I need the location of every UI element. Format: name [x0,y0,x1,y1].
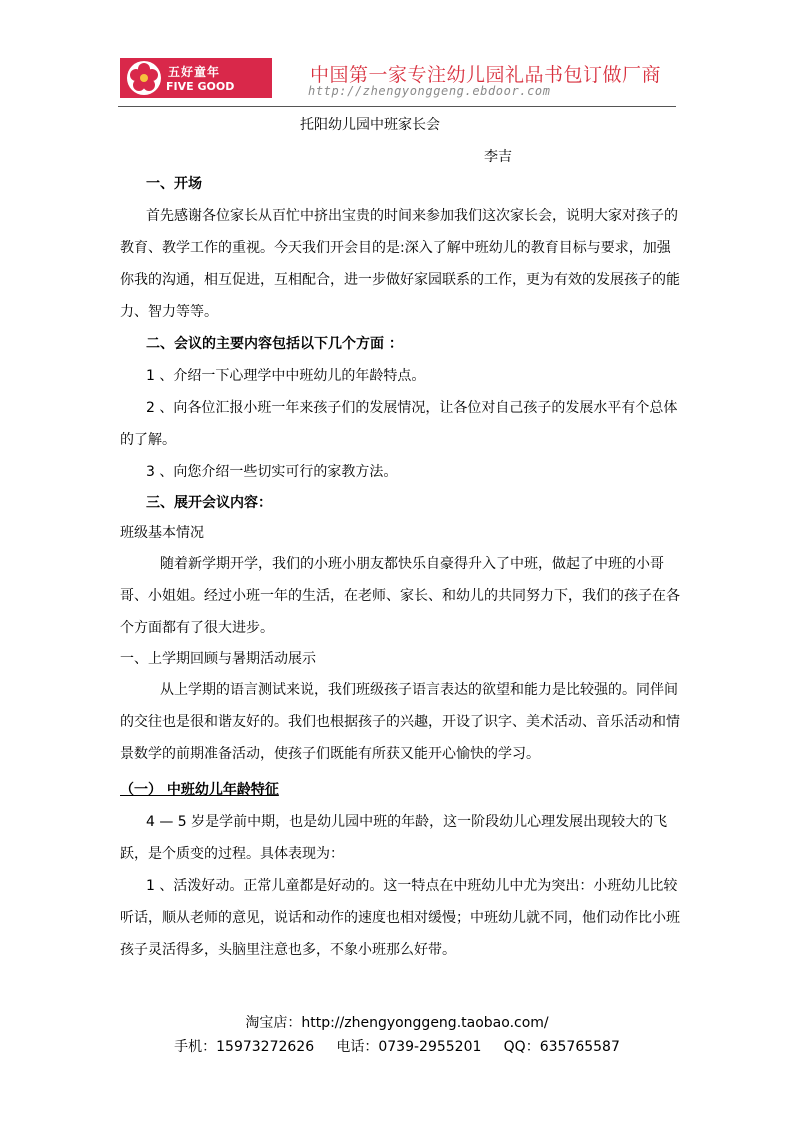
logo-chinese-text: 五好童年 [168,65,221,79]
section-heading-meeting: 三、展开会议内容： [146,495,272,511]
contents-item-3: 3 、向您介绍一些切实可行的家教方法。 [146,464,398,480]
age-features-item-1: 1 、活泼好动。正常儿童都是好动的。这一特点在中班幼儿中尤为突出：小班幼儿比较听话，顺从老师的意见，说话和动作的速度也相对缓慢；中班幼儿就不同，他们动作比小班孩子灵活得多，头脑里注意也多，不象小班那么好带。 [120,878,680,958]
contents-item-1: 1 、介绍一下心理学中中班幼儿的年龄特点。 [146,368,426,384]
page-header [118,54,678,106]
footer-contact: 手机：15973272626 电话：0739-2955201 QQ：635765587 [174,1039,620,1055]
class-info-heading: 班级基本情况 [120,525,204,541]
brand-logo [120,58,272,98]
class-info-paragraph: 随着新学期开学，我们的小班小朋友都快乐自豪得升入了中班，做起了中班的小哥哥、小姐姐。经过小班一年的生活，在老师、家长、和幼儿的共同努力下，我们的孩子在各个方面都有了很大进步。 [120,556,680,636]
logo-english-text: FIVE GOOD [166,80,235,93]
document-body [120,114,680,966]
review-paragraph: 从上学期的语言测试来说，我们班级孩子语言表达的欲望和能力是比较强的。同伴间的交往也是很和谐友好的。我们也根据孩子的兴趣，开设了识字、美术活动、音乐活动和情景数学的前期准备活动，使孩子们既能有所获又能开心愉快的学习。 [120,682,680,762]
review-heading: 一、上学期回顾与暑期活动展示 [120,651,316,667]
footer-shop-link[interactable]: 淘宝店：http://zhengyonggeng.taobao.com/ [245,1015,549,1031]
header-divider [118,106,676,107]
section-heading-contents: 二、会议的主要内容包括以下几个方面 ： [146,336,403,352]
header-url[interactable]: http://zhengyonggeng.ebdoor.com [308,84,551,98]
age-features-heading: （一） 中班幼儿年龄特征 [120,782,279,798]
opening-paragraph: 首先感谢各位家长从百忙中挤出宝贵的时间来参加我们这次家长会，说明大家对孩子的教育、教学工作的重视。今天我们开会目的是:深入了解中班幼儿的教育目标与要求，加强你我的沟通，相互促进，互相配合，进一步做好家园联系的工作，更为有效的发展孩子的能力、智力等等。 [120,208,680,320]
section-heading-opening: 一、开场 [146,176,202,192]
flower-logo-icon [126,60,162,96]
age-features-paragraph: 4 — 5 岁是学前中期，也是幼儿园中班的年龄，这一阶段幼儿心理发展出现较大的飞跃，是个质变的过程。具体表现为： [120,814,668,862]
doc-author: 李吉 [484,149,512,165]
contents-item-2: 2 、向各位汇报小班一年来孩子们的发展情况，让各位对自己孩子的发展水平有个总体的了解。 [120,400,678,448]
header-slogan: 中国第一家专注幼儿园礼品书包订做厂商 [310,64,662,86]
doc-title: 托阳幼儿园中班家长会 [300,117,440,133]
